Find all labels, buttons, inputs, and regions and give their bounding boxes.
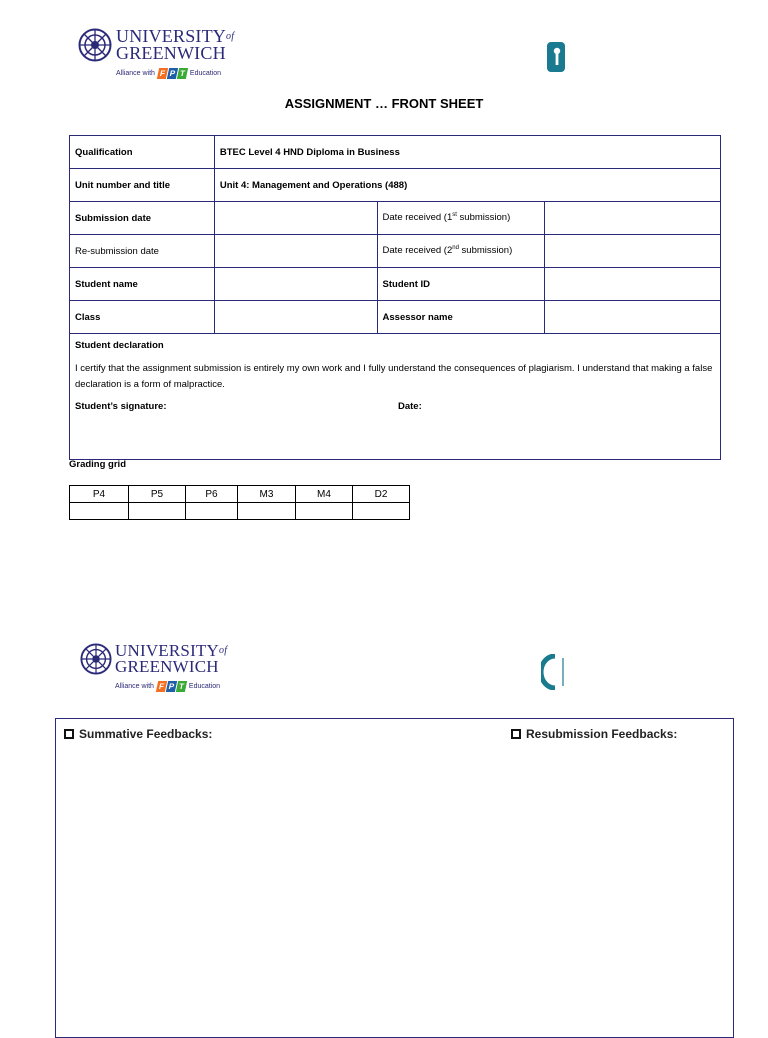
grade-cell-d2[interactable] [353,503,410,520]
grade-cell-m4[interactable] [296,503,353,520]
document-title: ASSIGNMENT … FRONT SHEET [284,96,484,111]
greenwich-text: GREENWICH [116,43,226,63]
assessor-name-field[interactable] [545,301,721,334]
grading-grid-label: Grading grid [69,459,126,470]
signature-label: Student’s signature: [75,401,167,412]
grade-header-d2: D2 [353,486,410,503]
grade-cell-p6[interactable] [186,503,238,520]
fpt-letter-t: T [177,68,188,79]
grading-header-row [70,486,410,503]
class-row [70,301,721,334]
university-of-text: of [219,645,228,656]
grade-cell-p4[interactable] [70,503,129,520]
university-crest-icon [78,28,112,62]
declaration-cell [70,334,721,460]
btec-emblem-icon [547,40,567,74]
education-text: Education [189,70,222,77]
alliance-prefix: Alliance with [116,70,155,77]
university-crest-icon [80,643,112,675]
university-text: UNIVERSITY [115,641,219,660]
summative-feedback-label: Summative Feedbacks: [79,727,213,741]
university-logo-top [78,28,278,88]
front-sheet-table [69,135,721,460]
alliance-line [116,68,221,79]
summative-checkbox-icon[interactable] [64,729,74,739]
university-text: UNIVERSITY [116,26,226,46]
grade-cell-p5[interactable] [129,503,186,520]
alliance-prefix: Alliance with [115,683,154,690]
assessor-name-label: Assessor name [377,301,545,334]
resubmission-date-label: Re-submission date [70,235,215,268]
grade-header-m3: M3 [238,486,296,503]
student-id-label: Student ID [377,268,545,301]
date-label: Date: [398,401,422,412]
resubmission-feedback-label: Resubmission Feedbacks: [526,727,678,741]
university-logo-bottom [80,643,280,703]
grade-header-p6: P6 [186,486,238,503]
grading-value-row [70,503,410,520]
summative-feedback-header [64,727,212,741]
grading-grid [69,485,410,520]
greenwich-text: GREENWICH [115,657,219,676]
submission-date-label: Submission date [70,202,215,235]
education-text: Education [188,683,221,690]
declaration-row [70,334,721,460]
student-id-field[interactable] [545,268,721,301]
student-row [70,268,721,301]
date-received-1-field[interactable] [545,202,721,235]
resubmission-checkbox-icon[interactable] [511,729,521,739]
submission-date-field[interactable] [214,202,377,235]
university-of-text: of [226,31,235,42]
fpt-letter-p: P [167,68,178,79]
date-received-2-field[interactable] [545,235,721,268]
unit-value: Unit 4: Management and Operations (488) [214,169,720,202]
date-received-1-label: Date received (1st submission) [377,202,545,235]
fpt-letter-p: P [166,681,177,692]
grade-header-p5: P5 [129,486,186,503]
resubmission-date-field[interactable] [214,235,377,268]
fpt-logo [157,681,186,692]
fpt-letter-t: T [176,681,187,692]
resubmission-feedback-header [511,727,677,741]
alliance-line [115,681,220,692]
qualification-label: Qualification [70,136,215,169]
fpt-logo [158,68,187,79]
declaration-title: Student declaration [75,340,164,351]
grade-header-m4: M4 [296,486,353,503]
grade-cell-m3[interactable] [238,503,296,520]
submission-row [70,202,721,235]
fpt-letter-f: F [156,681,167,692]
student-name-label: Student name [70,268,215,301]
grade-header-p4: P4 [70,486,129,503]
class-field[interactable] [214,301,377,334]
resubmission-row [70,235,721,268]
unit-row [70,169,721,202]
fpt-letter-f: F [157,68,168,79]
student-name-field[interactable] [214,268,377,301]
btec-emblem-partial-icon [541,654,567,690]
date-received-2-label: Date received (2nd submission) [377,235,545,268]
unit-label: Unit number and title [70,169,215,202]
qualification-row [70,136,721,169]
declaration-text: I certify that the assignment submission is entirely my own work and I fully understand the consequences of plagiarism. I understand that making a false declaration is a form of malpractice. [75,363,713,390]
qualification-value: BTEC Level 4 HND Diploma in Business [214,136,720,169]
signature-row [75,401,715,412]
class-label: Class [70,301,215,334]
feedback-box[interactable] [55,718,734,1038]
